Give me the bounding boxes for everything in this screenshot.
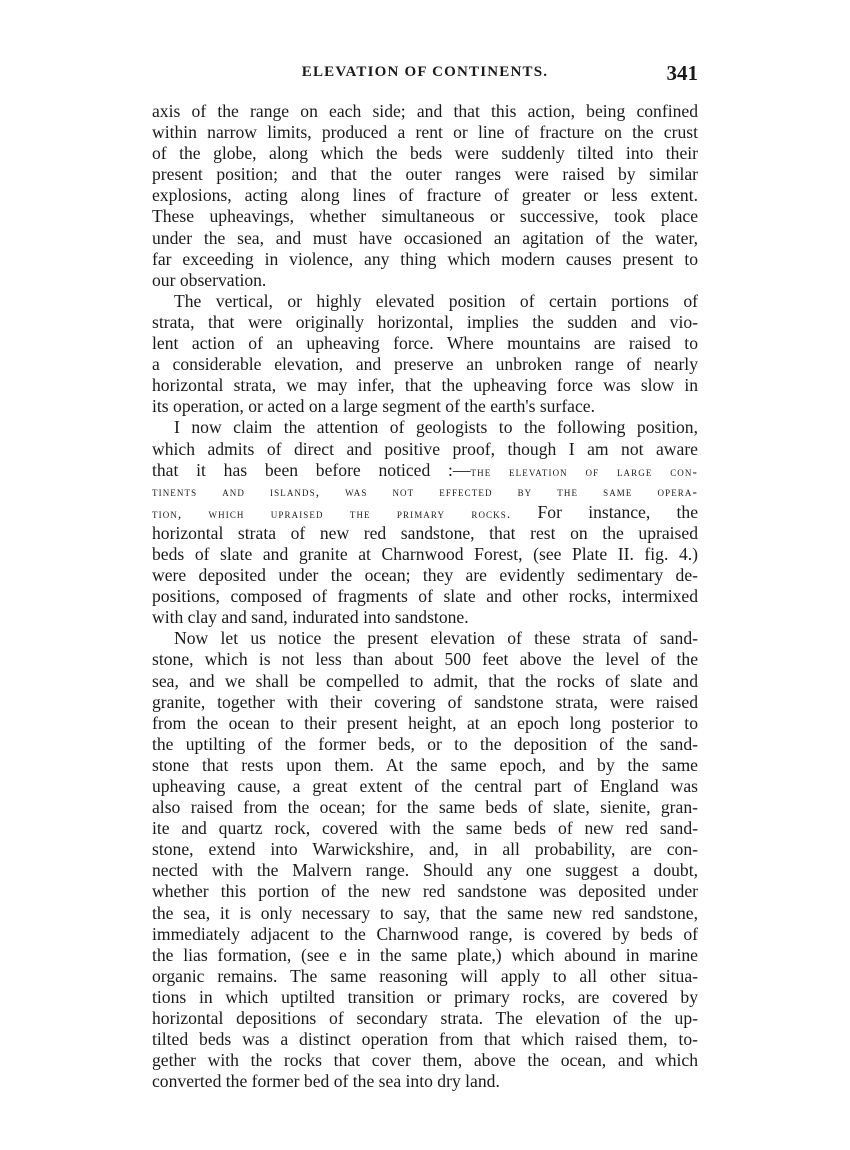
text-line: also raised from the ocean; for the same beds of slate, sienite, gran-: [152, 797, 698, 818]
text-line: ite and quartz rock, covered with the same beds of new red sand-: [152, 818, 698, 839]
text-line: tions in which uptilted transition or primary rocks, are covered by: [152, 986, 698, 1007]
running-head: [152, 61, 698, 88]
text-line: whether this portion of the new red sandstone was deposited under: [152, 881, 698, 902]
text-line: I now claim the attention of geologists to the following position,: [174, 417, 698, 438]
text-line: lent action of an upheaving force. Where mountains are raised to: [152, 333, 698, 354]
text-line: far exceeding in violence, any thing which modern causes present to: [152, 248, 698, 269]
text-line: converted the former bed of the sea into dry land.: [152, 1071, 500, 1092]
text-line: positions, composed of fragments of slate and other rocks, intermixed: [152, 586, 698, 607]
text-line: [152, 502, 698, 523]
running-title: ELEVATION OF CONTINENTS.: [301, 64, 549, 80]
text-line: from the ocean to their present height, at an epoch long posterior to: [152, 712, 698, 733]
text-line: stone, extend into Warwickshire, and, in all probability, are con-: [152, 839, 698, 860]
text-line: upheaving cause, a great extent of the central part of England was: [152, 776, 698, 796]
small-caps-run: the elevation of large con-: [470, 463, 698, 479]
text-line: stone that rests upon them. At the same epoch, and by the same: [152, 754, 698, 775]
text-line: gether with the rocks that cover them, above the ocean, and which: [152, 1050, 698, 1071]
text-line: strata, that were originally horizontal, implies the sudden and vio-: [152, 311, 698, 332]
small-caps-line: tinents and islands, was not effected by the same opera-: [152, 483, 698, 499]
text-line: [152, 460, 698, 481]
text-run: that it has been before noticed :—: [152, 459, 471, 480]
text-line: Now let us notice the present elevation of these strata of sand-: [174, 628, 698, 649]
text-line: nected with the Malvern range. Should any one suggest a doubt,: [152, 860, 698, 881]
text-line: explosions, acting along lines of fracture of greater or less extent.: [152, 185, 698, 206]
small-caps-run: tion, which upraised the primary rocks.: [152, 505, 512, 521]
page-number: 341: [666, 61, 698, 85]
text-line: its operation, or acted on a large segment of the earth's surface.: [152, 396, 596, 417]
body-text: [152, 101, 698, 1092]
text-line: granite, together with their covering of sandstone strata, were raised: [152, 691, 698, 712]
text-run: For instance, the: [511, 501, 698, 522]
text-line: with clay and sand, indurated into sandstone.: [152, 607, 469, 628]
text-line: horizontal depositions of secondary strata. The elevation of the up-: [152, 1008, 698, 1029]
text-line: horizontal strata of new red sandstone, that rest on the upraised: [152, 522, 698, 543]
text-line: the lias formation, (see e in the same plate,) which abound in marine: [152, 944, 698, 965]
text-line: of the globe, along which the beds were suddenly tilted into their: [152, 143, 698, 164]
text-line: beds of slate and granite at Charnwood Forest, (see Plate II. fig. 4.): [152, 543, 698, 564]
text-line: tilted beds was a distinct operation from that which raised them, to-: [152, 1029, 698, 1050]
text-line: within narrow limits, produced a rent or line of fracture on the crust: [152, 122, 698, 143]
text-line: axis of the range on each side; and that this action, being confined: [152, 101, 698, 121]
text-line: sea, and we shall be compelled to admit, that the rocks of slate and: [152, 670, 698, 691]
text-line: organic remains. The same reasoning will apply to all other situa-: [152, 965, 698, 986]
text-line: present position; and that the outer ranges were raised by similar: [152, 164, 698, 185]
text-line: our observation.: [152, 269, 267, 290]
text-line: The vertical, or highly elevated position of certain portions of: [174, 290, 698, 311]
text-line: stone, which is not less than about 500 feet above the level of the: [152, 649, 698, 670]
text-line: were deposited under the ocean; they are evidently sedimentary de-: [152, 565, 698, 586]
text-line: under the sea, and must have occasioned an agitation of the water,: [152, 227, 698, 248]
text-line: a considerable elevation, and preserve an unbroken range of nearly: [152, 354, 698, 375]
text-line: the uptilting of the former beds, or to the deposition of the sand-: [152, 733, 698, 754]
text-line: horizontal strata, we may infer, that the upheaving force was slow in: [152, 375, 698, 396]
text-line: immediately adjacent to the Charnwood range, is covered by beds of: [152, 923, 698, 944]
text-line: which admits of direct and positive proof, though I am not aware: [152, 438, 698, 459]
text-line: These upheavings, whether simultaneous or successive, took place: [152, 206, 698, 227]
text-line: the sea, it is only necessary to say, that the same new red sandstone,: [152, 902, 698, 923]
